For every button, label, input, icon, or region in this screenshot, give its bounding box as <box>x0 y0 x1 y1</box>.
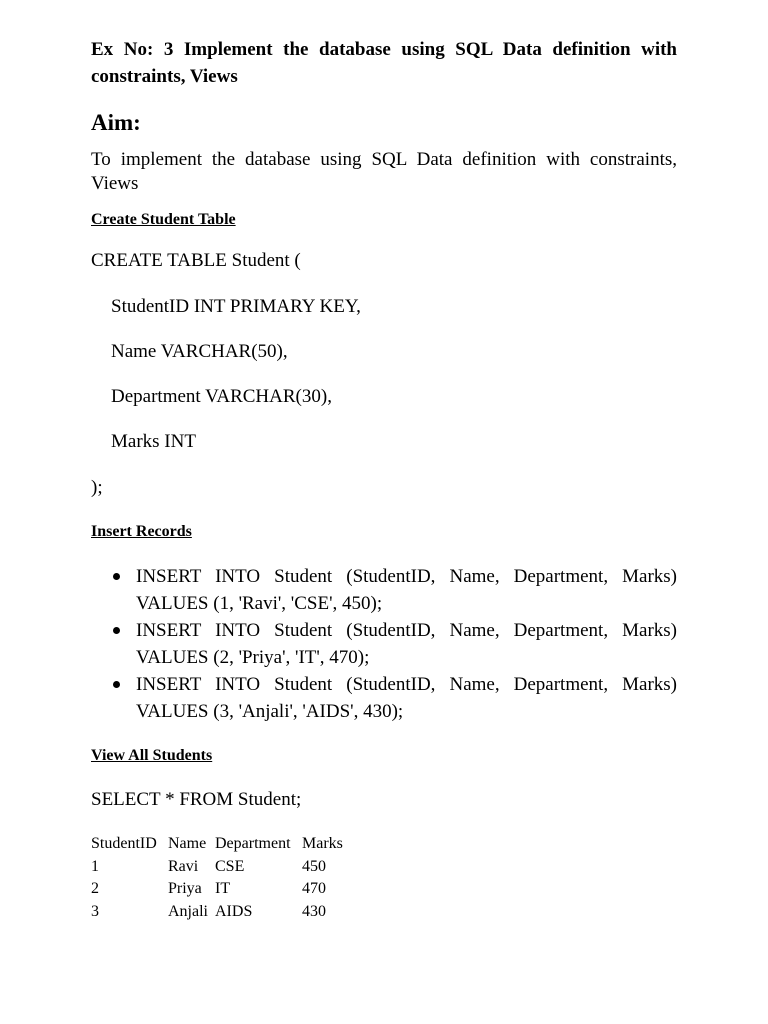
table-cell: 430 <box>302 902 326 920</box>
create-line: ); <box>91 477 103 498</box>
column-header: Name <box>168 835 207 852</box>
table-row <box>91 878 352 901</box>
insert-statement: INSERT INTO Student (StudentID, Name, Department, Marks) VALUES (1, 'Ravi', 'CSE', 450); <box>136 566 677 614</box>
insert-statements-list <box>91 563 677 725</box>
bullet-icon <box>113 681 120 688</box>
table-cell: 450 <box>302 857 326 875</box>
query-result-table <box>91 833 352 923</box>
table-cell: CSE <box>215 857 245 875</box>
column-header: Marks <box>302 835 343 852</box>
column-header: Department <box>215 835 291 852</box>
list-item <box>91 671 677 725</box>
table-cell: 2 <box>91 880 99 897</box>
list-item <box>91 617 677 671</box>
table-cell: Priya <box>168 880 202 897</box>
aim-heading: Aim: <box>91 110 141 135</box>
bullet-icon <box>113 573 120 580</box>
exercise-title: Ex No: 3 Implement the database using SQL Data definition with constraints, Views <box>91 39 677 87</box>
list-item <box>91 563 677 617</box>
table-cell: 470 <box>302 880 326 897</box>
bullet-icon <box>113 627 120 634</box>
table-row <box>91 856 352 879</box>
table-cell: 3 <box>91 902 99 920</box>
create-table-heading: Create Student Table <box>91 211 236 228</box>
aim-text: To implement the database using SQL Data definition with constraints, Views <box>91 149 677 194</box>
create-line: CREATE TABLE Student ( <box>91 250 301 271</box>
table-cell: Anjali <box>168 902 208 920</box>
view-students-heading: View All Students <box>91 747 213 764</box>
create-line: Department VARCHAR(30), <box>111 386 332 407</box>
select-query: SELECT * FROM Student; <box>91 789 302 810</box>
table-cell: 1 <box>91 857 99 875</box>
insert-statement: INSERT INTO Student (StudentID, Name, Department, Marks) VALUES (2, 'Priya', 'IT', 470); <box>136 620 677 668</box>
create-line: StudentID INT PRIMARY KEY, <box>111 296 361 317</box>
insert-records-heading: Insert Records <box>91 523 192 540</box>
create-line: Marks INT <box>111 431 196 452</box>
table-cell: AIDS <box>215 902 253 920</box>
column-header: StudentID <box>91 835 157 852</box>
table-header-row <box>91 833 352 856</box>
table-cell: Ravi <box>168 857 199 875</box>
table-cell: IT <box>215 880 231 897</box>
insert-statement: INSERT INTO Student (StudentID, Name, Department, Marks) VALUES (3, 'Anjali', 'AIDS', 430); <box>136 674 677 722</box>
table-row <box>91 901 352 924</box>
create-line: Name VARCHAR(50), <box>111 341 288 362</box>
